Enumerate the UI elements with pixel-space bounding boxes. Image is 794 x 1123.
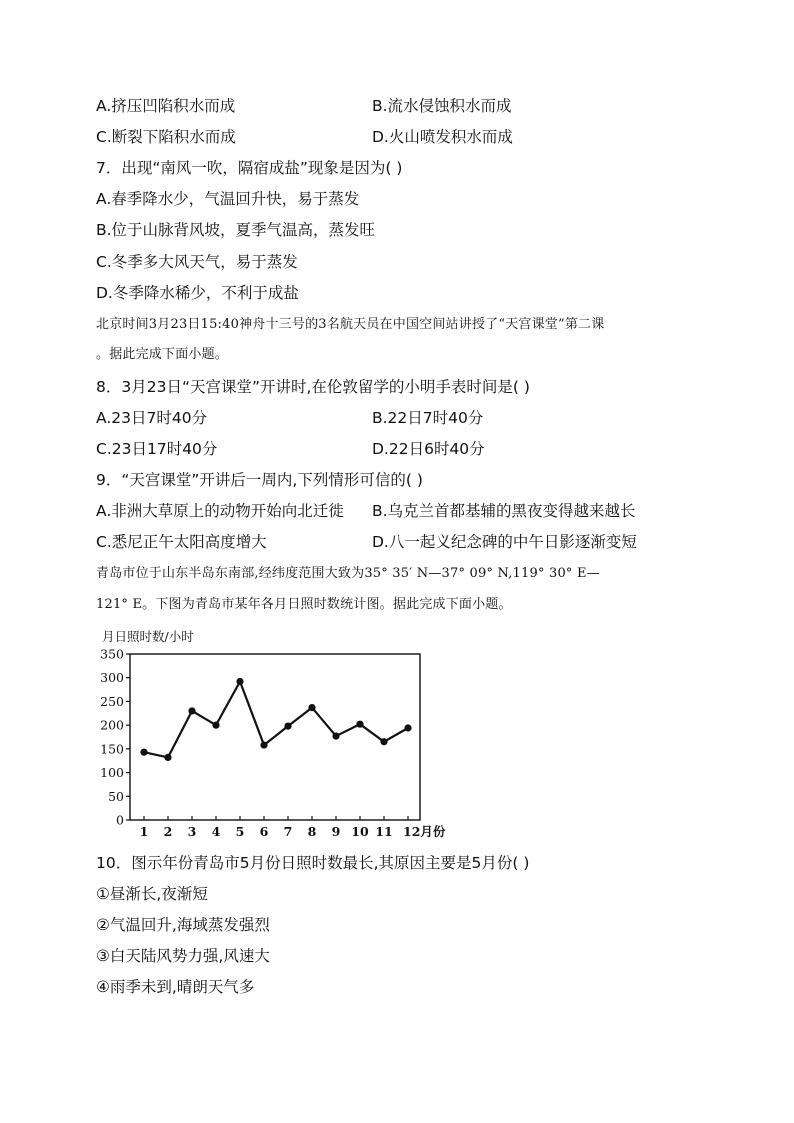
- x-axis-tick-label: 7: [283, 824, 293, 839]
- data-point-month-12: [404, 724, 411, 731]
- q6-option-c: C.断裂下陷积水而成: [96, 128, 236, 146]
- q9-option-c: C.悉尼正午太阳高度增大: [96, 533, 267, 551]
- q7-option-c: C.冬季多大风天气，易于蒸发: [96, 253, 298, 271]
- passage-1-line-1: 北京时间3月23日15:40神舟十三号的3名航天员在中国空间站讲授了“天宫课堂”第二课: [96, 317, 605, 332]
- q10-statement-4: ④雨季未到,晴朗天气多: [96, 978, 255, 996]
- q10-statement-2: ②气温回升,海域蒸发强烈: [96, 916, 270, 934]
- q9-stem: 9．“天宫课堂”开讲后一周内,下列情形可信的( ): [96, 471, 423, 489]
- q8-option-c: C.23日17时40分: [96, 440, 218, 458]
- data-point-month-2: [164, 754, 171, 761]
- q8-option-b: B.22日7时40分: [372, 409, 484, 427]
- y-axis-tick-label: 300: [100, 670, 124, 686]
- q8-option-d: D.22日6时40分: [372, 440, 485, 458]
- q7-option-b: B.位于山脉背风坡，夏季气温高，蒸发旺: [96, 221, 376, 239]
- y-axis-tick-label: 150: [100, 741, 124, 757]
- data-point-month-4: [212, 722, 219, 729]
- y-axis-tick-label: 250: [100, 693, 124, 709]
- q10-stem: 10．图示年份青岛市5月份日照时数最长,其原因主要是5月份( ): [96, 854, 530, 872]
- q10-statement-1: ①昼渐长,夜渐短: [96, 885, 208, 903]
- y-axis-tick-label: 100: [100, 765, 124, 781]
- x-axis-tick-label: 4: [211, 824, 221, 839]
- q9-option-a: A.非洲大草原上的动物开始向北迁徙: [96, 502, 344, 520]
- x-axis-tick-label: 9: [331, 824, 341, 839]
- data-point-month-8: [308, 704, 315, 711]
- sunshine-hours-chart: [96, 628, 466, 843]
- q7-option-a: A.春季降水少，气温回升快，易于蒸发: [96, 190, 360, 208]
- x-axis-tick-label: 5: [235, 824, 245, 839]
- x-axis-tick-label: 10: [351, 824, 369, 839]
- y-axis-tick-label: 0: [116, 812, 124, 828]
- x-axis-tick-label-last: 12月份: [403, 824, 446, 839]
- x-axis-tick-label: 2: [163, 824, 173, 839]
- passage-2-line-2: 121° E。下图为青岛市某年各月日照时数统计图。据此完成下面小题。: [96, 597, 512, 612]
- data-point-month-9: [332, 732, 339, 739]
- q7-option-d: D.冬季降水稀少，不利于成盐: [96, 284, 299, 302]
- x-axis-tick-label: 11: [375, 824, 393, 839]
- chart-y-axis-label: 月日照时数/小时: [102, 629, 194, 644]
- x-axis-tick-label: 8: [307, 824, 317, 839]
- x-axis-tick-label: 3: [187, 824, 197, 839]
- x-axis-tick-label: 6: [259, 824, 269, 839]
- passage-2-line-1: 青岛市位于山东半岛东南部,经纬度范围大致为35° 35′ N—37° 09° N,119° 30° E—: [96, 566, 600, 581]
- passage-1-line-2: 。据此完成下面小题。: [96, 347, 229, 362]
- q8-stem: 8．3月23日“天宫课堂”开讲时,在伦敦留学的小明手表时间是( ): [96, 378, 530, 396]
- q6-option-d: D.火山喷发积水而成: [372, 128, 513, 146]
- q9-option-d: D.八一起义纪念碑的中午日影逐渐变短: [372, 533, 637, 551]
- q8-option-a: A.23日7时40分: [96, 409, 208, 427]
- data-point-month-10: [356, 721, 363, 728]
- data-point-month-5: [236, 678, 243, 685]
- data-point-month-1: [140, 749, 147, 756]
- data-point-month-3: [188, 707, 195, 714]
- data-point-month-7: [284, 722, 291, 729]
- y-axis-tick-label: 350: [100, 646, 124, 662]
- x-axis-tick-label: 1: [139, 824, 149, 839]
- q7-stem: 7．出现“南风一吹，隔宿成盐”现象是因为( ): [96, 159, 403, 177]
- series-line: [144, 682, 408, 758]
- data-point-month-11: [380, 738, 387, 745]
- q6-option-b: B.流水侵蚀积水而成: [372, 97, 512, 115]
- y-axis-tick-label: 200: [100, 717, 124, 733]
- q6-option-a: A.挤压凹陷积水而成: [96, 97, 236, 115]
- y-axis-tick-label: 50: [108, 788, 124, 804]
- q10-statement-3: ③白天陆风势力强,风速大: [96, 947, 270, 965]
- q9-option-b: B.乌克兰首都基辅的黑夜变得越来越长: [372, 502, 636, 520]
- data-point-month-6: [260, 741, 267, 748]
